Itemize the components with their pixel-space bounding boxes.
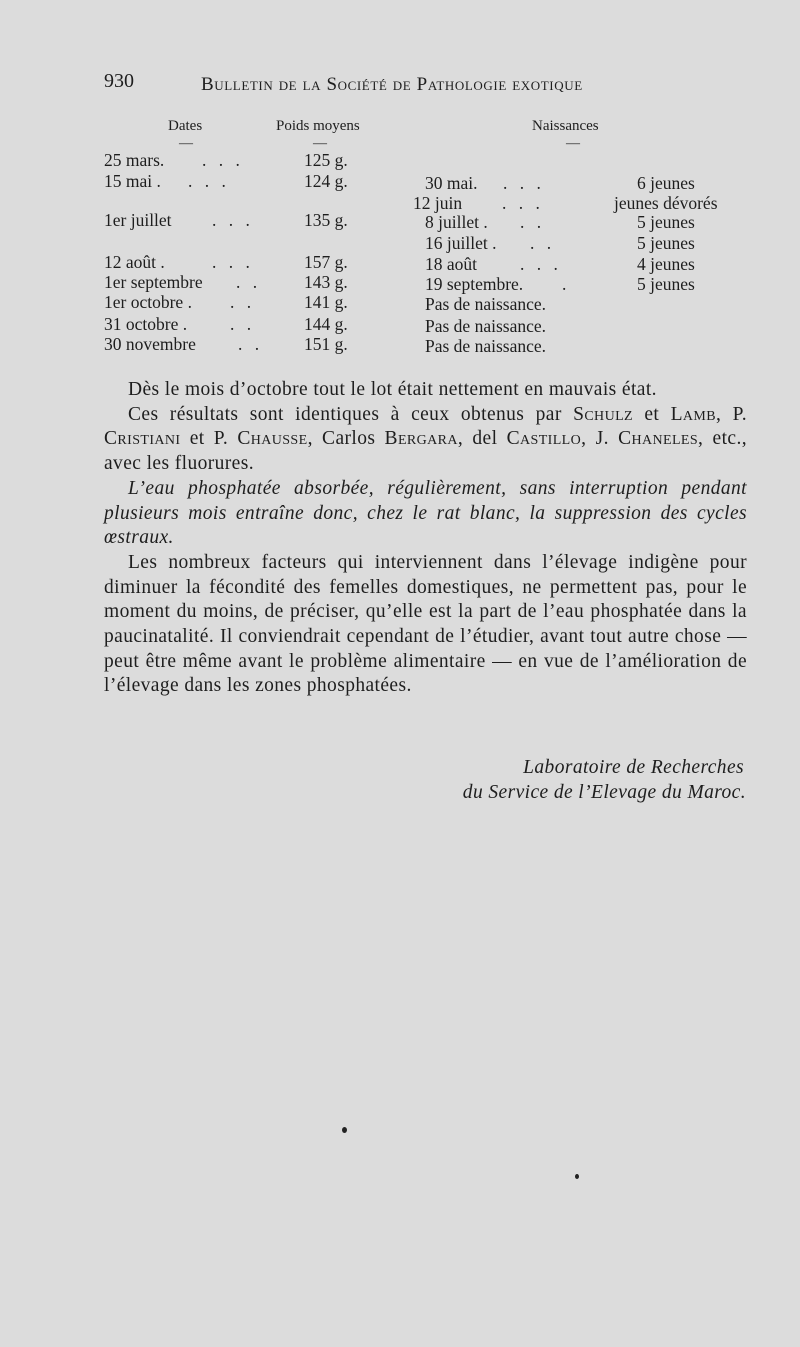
table-cell-birth-date: Pas de naissance.: [425, 294, 547, 314]
leader-dots: . . .: [502, 193, 544, 213]
leader-dots: . .: [238, 334, 264, 354]
leader-dots: . . .: [212, 252, 254, 272]
table-cell-birth-date: 16 juillet .: [425, 233, 497, 253]
signature-line-2: du Service de l’Elevage du Maroc.: [462, 782, 746, 803]
leader-dots: . .: [530, 233, 556, 253]
leader-dots: . . .: [503, 173, 545, 193]
table-cell-weight: 151 g.: [304, 334, 348, 354]
leader-dots: . . .: [188, 171, 230, 191]
column-dash: —: [566, 136, 580, 151]
paragraph: Ces résultats sont identiques à ceux obtenus par Schulz et Lamb, P. Cristiani et P. Chausse, Carlos Bergara, del Castillo, J. Chaneles, etc., avec les fluorures.: [104, 403, 747, 475]
table-cell-birth-count: 6 jeunes: [637, 173, 695, 193]
leader-dots: . . .: [212, 210, 254, 230]
leader-dots: . . .: [202, 150, 244, 170]
column-header-births: Naissances: [532, 118, 599, 134]
leader-dots: . .: [230, 314, 256, 334]
paragraph: Les nombreux facteurs qui interviennent dans l’élevage indigène pour diminuer la fécondité des femelles domestiques, ne permettent pas, pour le moment du moins, de préciser, qu’elle est la part de l’eau phosphatée dans la paucinatalité. Il conviendrait cependant de l’étudier, avant tout autre chose — peut être même avant le problème alimentaire — en vue de l’amélioration de l’élevage dans les zones phosphatées.: [104, 551, 747, 697]
table-cell-birth-date: 12 juin: [413, 193, 463, 213]
table-cell-weight: 125 g.: [304, 150, 348, 170]
journal-title: Bulletin de la Société de Pathologie exotique: [201, 74, 583, 95]
table-cell-birth-count: 5 jeunes: [637, 274, 695, 294]
leader-dots: . . .: [520, 254, 562, 274]
body-text: [104, 378, 747, 699]
paragraph-italic: L’eau phosphatée absorbée, régulièrement, sans interruption pendant plusieurs mois entraîne donc, chez le rat blanc, la suppression des cycles œstraux.: [104, 477, 747, 549]
signature-line-1: Laboratoire de Recherches: [523, 757, 744, 778]
table-cell-date: 1er juillet: [104, 210, 172, 230]
leader-dots: . .: [520, 212, 546, 232]
page-number: 930: [104, 70, 134, 92]
table-cell-date: 25 mars.: [104, 150, 165, 170]
table-cell-date: 1er septembre: [104, 272, 203, 292]
column-dash: —: [179, 136, 193, 151]
table-cell-date: 1er octobre .: [104, 292, 192, 312]
column-header-dates: Dates: [168, 118, 203, 134]
table-cell-birth-date: 19 septembre.: [425, 274, 524, 294]
column-dash: —: [313, 136, 327, 151]
ink-speck: [342, 1127, 347, 1133]
table-cell-weight: 124 g.: [304, 171, 348, 191]
ink-speck: [575, 1174, 579, 1179]
table-cell-birth-count: jeunes dévorés: [614, 193, 718, 213]
leader-dots: .: [562, 274, 571, 294]
table-cell-date: 30 novembre: [104, 334, 196, 354]
leader-dots: . .: [236, 272, 262, 292]
table-cell-weight: 157 g.: [304, 252, 348, 272]
table-cell-weight: 135 g.: [304, 210, 348, 230]
table-cell-birth-date: Pas de naissance.: [425, 316, 547, 336]
table-cell-birth-date: 8 juillet .: [425, 212, 488, 232]
paragraph: Dès le mois d’octobre tout le lot était nettement en mauvais état.: [128, 379, 657, 400]
table-cell-weight: 141 g.: [304, 292, 348, 312]
table-cell-birth-date: 30 mai.: [425, 173, 478, 193]
table-cell-date: 12 août .: [104, 252, 165, 272]
table-cell-birth-date: 18 août: [425, 254, 478, 274]
table-cell-birth-count: 4 jeunes: [637, 254, 695, 274]
table-cell-birth-date: Pas de naissance.: [425, 336, 547, 356]
table-cell-birth-count: 5 jeunes: [637, 212, 695, 232]
table-cell-birth-count: 5 jeunes: [637, 233, 695, 253]
leader-dots: . .: [230, 292, 256, 312]
table-cell-weight: 143 g.: [304, 272, 348, 292]
table-cell-weight: 144 g.: [304, 314, 348, 334]
table-cell-date: 31 octobre .: [104, 314, 188, 334]
table-cell-date: 15 mai .: [104, 171, 161, 191]
column-header-weights: Poids moyens: [276, 118, 360, 134]
